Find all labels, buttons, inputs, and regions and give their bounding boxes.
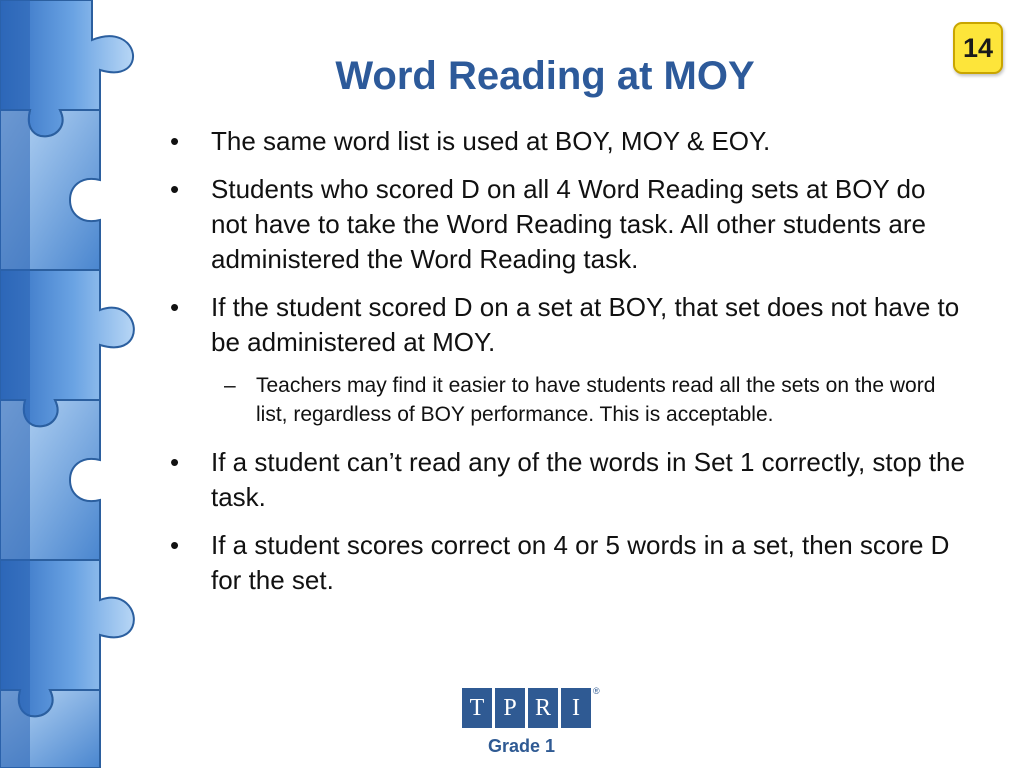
bullet-item bbox=[166, 445, 966, 515]
bullet-item bbox=[166, 528, 966, 598]
bullet-marker: • bbox=[170, 447, 180, 477]
bullet-marker: • bbox=[170, 174, 180, 204]
logo-letter: P bbox=[495, 688, 525, 728]
bullet-list bbox=[166, 124, 966, 611]
bullet-item bbox=[166, 290, 966, 360]
bullet-marker: • bbox=[170, 530, 180, 560]
logo-letter: T bbox=[462, 688, 492, 728]
logo-letter: I bbox=[561, 688, 591, 728]
logo-letter-row bbox=[462, 688, 602, 728]
bullet-marker: • bbox=[170, 292, 180, 322]
tpri-logo bbox=[462, 688, 602, 766]
sub-bullet-item bbox=[166, 371, 966, 429]
bullet-item bbox=[166, 124, 966, 159]
bullet-text: If the student scored D on a set at BOY, that set does not have to be administered at MOY. bbox=[211, 292, 960, 357]
bullet-text: If a student scores correct on 4 or 5 words in a set, then score D for the set. bbox=[211, 530, 950, 595]
bullet-text: If a student can’t read any of the words in Set 1 correctly, stop the task. bbox=[211, 447, 965, 512]
sub-bullet-text: Teachers may find it easier to have students read all the sets on the word list, regardless of BOY performance. This is acceptable. bbox=[256, 374, 936, 426]
bullet-item bbox=[166, 172, 966, 277]
grade-label: Grade 1 bbox=[488, 736, 556, 756]
bullet-marker: • bbox=[170, 126, 180, 156]
slide-title: Word Reading at MOY bbox=[335, 54, 755, 98]
sub-bullet-marker: – bbox=[224, 374, 236, 397]
slide-number-badge: 14 bbox=[953, 22, 1003, 74]
puzzle-pieces-graphic bbox=[0, 0, 160, 768]
logo-letter: R bbox=[528, 688, 558, 728]
registered-mark: ® bbox=[593, 686, 600, 696]
bullet-text: Students who scored D on all 4 Word Reading sets at BOY do not have to take the Word Reading task. All other students are administered the Word Reading task. bbox=[211, 174, 926, 274]
bullet-text: The same word list is used at BOY, MOY & EOY. bbox=[211, 126, 771, 156]
